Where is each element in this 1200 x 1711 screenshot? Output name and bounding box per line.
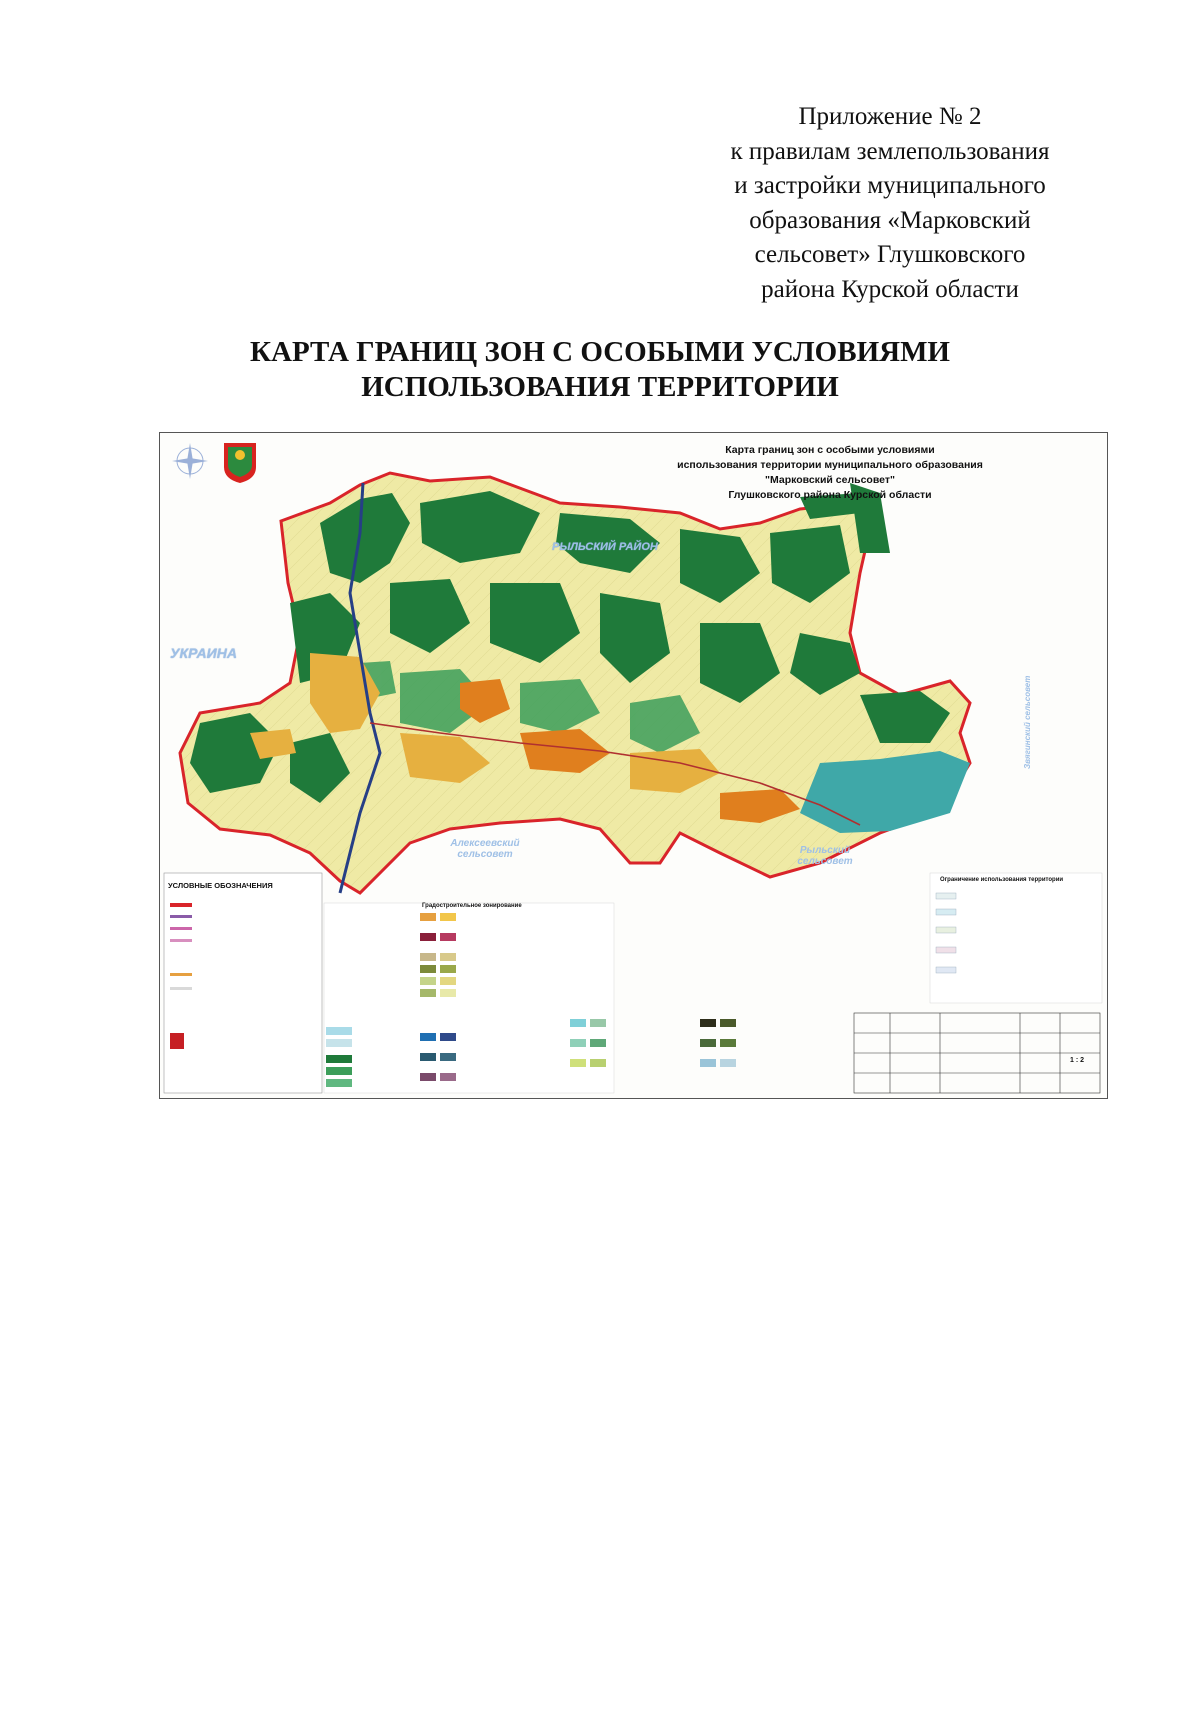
appendix-line: к правилам землепользования [730,137,1050,165]
page-title-line: КАРТА ГРАНИЦ ЗОН С ОСОБЫМИ УСЛОВИЯМИ [250,336,950,368]
appendix-line: района Курской области [761,275,1019,303]
map-drawing [160,433,1107,1098]
zoning-map [159,432,1108,1099]
appendix-line: образования «Марковский [749,206,1031,234]
region-label-rylsky: РЫЛЬСКИЙ РАЙОН [552,541,658,553]
region-label-ukraine: УКРАИНА [170,645,237,661]
appendix-line: Приложение № 2 [798,103,982,130]
water-zone [800,751,970,833]
map-title-line: Карта границ зон с особыми условиями [725,444,935,456]
legend-title: УСЛОВНЫЕ ОБОЗНАЧЕНИЯ [168,881,273,890]
compass-rose-icon [172,443,208,479]
region-label-rylsky-ss: Рыльский сельсовет [797,845,853,867]
appendix-note [680,100,1100,307]
map-title-line: Глушковского района Курской области [728,489,932,501]
region-label-side: Звягинский сельсовет [1023,675,1032,769]
page-title [150,335,1050,405]
map-title-line: использования территории муниципального образования [677,459,983,471]
restrictions-title: Ограничение использования территории [940,877,1064,883]
map-title [630,443,1030,503]
title-block [854,1013,1100,1093]
region-label-alekseevsky: Алексеевский сельсовет [450,838,520,860]
appendix-line: сельсовет» Глушковского [754,241,1026,268]
coat-of-arms-icon [224,443,256,483]
appendix-line: и застройки муниципального [734,172,1046,199]
legend-panel [164,873,1102,1093]
page-title-line: ИСПОЛЬЗОВАНИЯ ТЕРРИТОРИИ [361,371,839,403]
zoning-title: Градостроительное зонирование [422,903,522,909]
sheet-number: 1 : 2 [1070,1057,1085,1064]
map-title-line: "Марковский сельсовет" [765,474,895,486]
